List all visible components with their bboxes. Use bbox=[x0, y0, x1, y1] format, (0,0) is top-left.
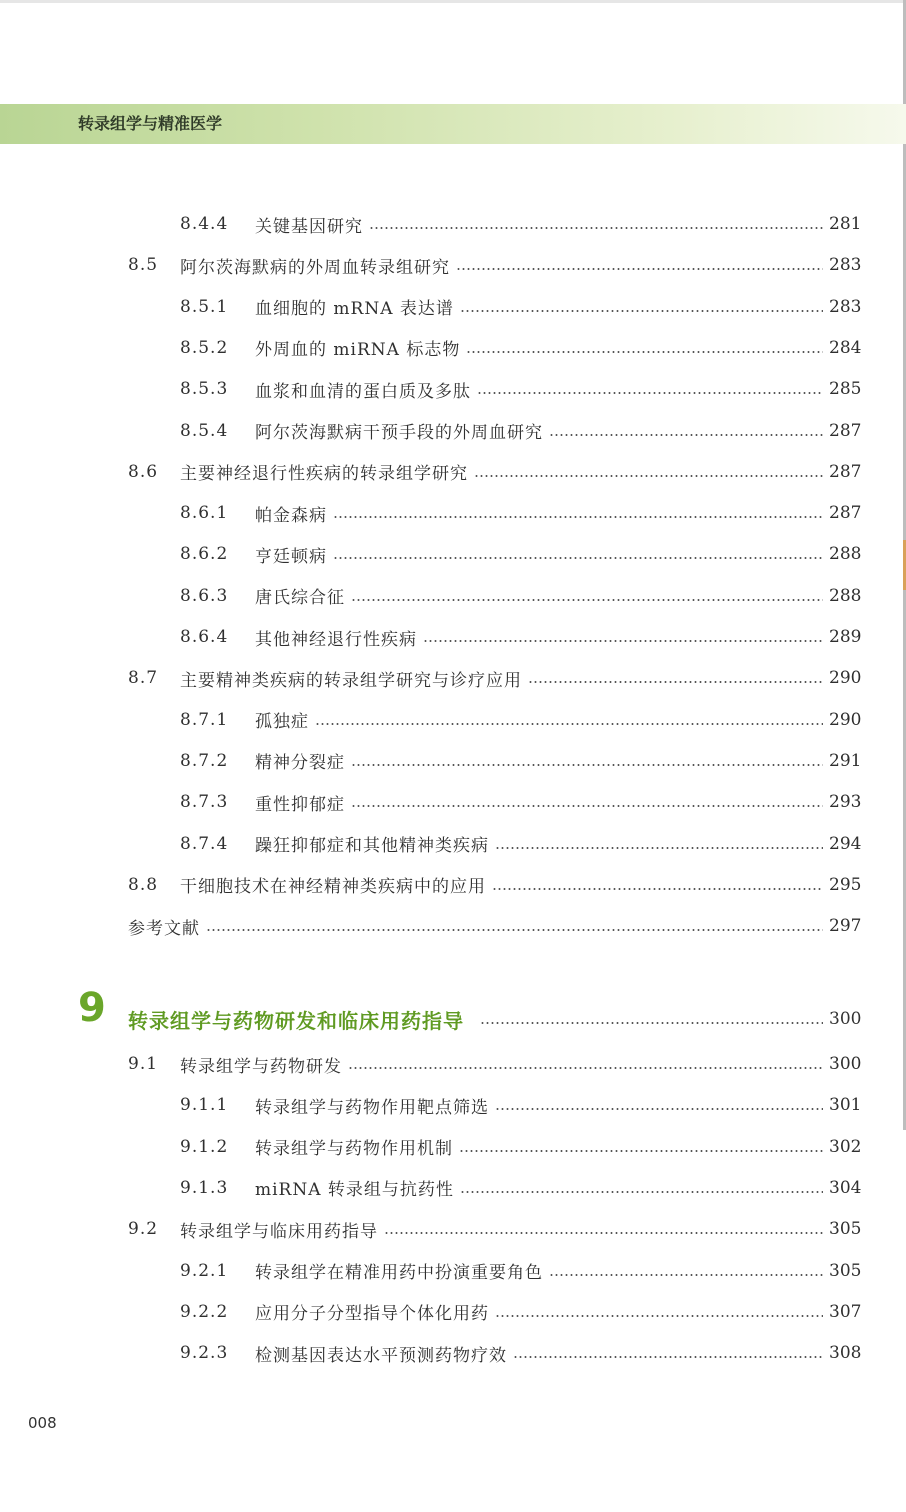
header-band bbox=[0, 104, 906, 144]
toc-entry-page: 307 bbox=[829, 1301, 862, 1322]
leader-dots bbox=[495, 1108, 823, 1110]
toc-entry-title: 转录组学与临床用药指导 bbox=[180, 1221, 378, 1242]
toc-entry[interactable] bbox=[128, 251, 861, 279]
toc-entry-number: 9.1.2 bbox=[180, 1136, 229, 1157]
toc-entry-title: 主要精神类疾病的转录组学研究与诊疗应用 bbox=[180, 670, 522, 691]
toc-entry-title: 血浆和血清的蛋白质及多肽 bbox=[255, 381, 471, 402]
toc-entry-number: 8.5.2 bbox=[180, 337, 229, 358]
toc-entry-page: 302 bbox=[829, 1136, 862, 1157]
toc-entry-number: 8.7.2 bbox=[180, 750, 229, 771]
toc-entry-number: 8.7.1 bbox=[180, 709, 229, 730]
leader-dots bbox=[460, 310, 823, 312]
toc-entry[interactable] bbox=[180, 1339, 861, 1367]
toc-entry[interactable] bbox=[180, 623, 861, 651]
toc-entry-title: 外周血的 miRNA 标志物 bbox=[255, 340, 461, 361]
toc-entry-title: 阿尔茨海默病干预手段的外周血研究 bbox=[255, 423, 543, 443]
leader-dots bbox=[466, 351, 823, 353]
toc-entry-page: 283 bbox=[829, 296, 862, 317]
toc-entry-title: 关键基因研究 bbox=[255, 216, 363, 237]
toc-entry-page: 283 bbox=[829, 255, 862, 276]
chapter-page: 300 bbox=[829, 1009, 862, 1029]
toc-entry[interactable] bbox=[128, 458, 861, 486]
toc-entry-page: 293 bbox=[829, 792, 862, 813]
leader-dots bbox=[384, 1232, 823, 1234]
toc-entry-number: 8.6.2 bbox=[180, 544, 229, 565]
toc-entry-number: 8.7 bbox=[128, 668, 159, 689]
toc-entry-title: 应用分子分型指导个体化用药 bbox=[255, 1304, 489, 1325]
leader-dots bbox=[513, 1356, 823, 1358]
toc-entry-title: 亨廷顿病 bbox=[255, 546, 327, 567]
leader-dots bbox=[348, 1067, 823, 1069]
leader-dots bbox=[495, 1315, 823, 1317]
toc-entry-title: 精神分裂症 bbox=[255, 753, 345, 774]
toc-entry-page: 281 bbox=[829, 214, 862, 234]
toc-entry-page: 288 bbox=[829, 585, 862, 606]
toc-entry-number: 8.7.4 bbox=[180, 833, 229, 854]
leader-dots bbox=[495, 847, 823, 849]
leader-dots bbox=[369, 227, 823, 229]
toc-entry-number: 9.1 bbox=[128, 1054, 159, 1074]
toc-entry-page: 290 bbox=[829, 709, 862, 730]
toc-entry[interactable] bbox=[180, 830, 861, 858]
toc-entry-number: 9.1.3 bbox=[180, 1177, 229, 1198]
toc-entry-page: 284 bbox=[829, 337, 862, 358]
toc-entry-page: 294 bbox=[829, 833, 862, 854]
toc-entry-page: 289 bbox=[829, 627, 862, 647]
toc-entry-number: 8.6.3 bbox=[180, 585, 229, 606]
toc-entry[interactable] bbox=[180, 293, 861, 321]
toc-entry-number: 8.5 bbox=[128, 255, 159, 276]
toc-entry-number: 8.6.1 bbox=[180, 503, 229, 524]
leader-dots bbox=[480, 1022, 823, 1024]
toc-entry-number: 8.5.1 bbox=[180, 296, 229, 317]
leader-dots bbox=[315, 723, 823, 725]
toc-entry-number: 8.6.4 bbox=[180, 627, 229, 647]
toc-entry-page: 290 bbox=[829, 668, 862, 689]
toc-entry[interactable] bbox=[128, 912, 861, 940]
leader-dots bbox=[460, 1191, 823, 1193]
leader-dots bbox=[423, 640, 823, 642]
top-rule bbox=[0, 0, 906, 3]
toc-entry-number: 8.8 bbox=[128, 874, 159, 895]
leader-dots bbox=[459, 1150, 823, 1152]
leader-dots bbox=[549, 434, 823, 436]
toc-entry-number: 9.1.1 bbox=[180, 1095, 229, 1116]
toc-entry-title: 主要神经退行性疾病的转录组学研究 bbox=[180, 464, 468, 485]
toc-entry[interactable] bbox=[180, 747, 861, 775]
toc-entry[interactable] bbox=[180, 375, 861, 403]
toc-entry-title: 其他神经退行性疾病 bbox=[255, 629, 417, 650]
toc-entry-number: 9.2 bbox=[128, 1219, 159, 1240]
toc-entry-page: 297 bbox=[829, 916, 862, 937]
toc-entry-page: 295 bbox=[829, 874, 862, 895]
toc-entry-number: 8.6 bbox=[128, 461, 159, 482]
toc-entry[interactable] bbox=[128, 1215, 861, 1243]
toc-entry[interactable] bbox=[128, 1050, 861, 1078]
leader-dots bbox=[456, 268, 823, 270]
toc-entry-page: 305 bbox=[829, 1260, 862, 1281]
leader-dots bbox=[492, 888, 823, 890]
toc-entry-page: 308 bbox=[829, 1343, 862, 1364]
toc-entry-number: 9.2.1 bbox=[180, 1260, 229, 1281]
toc-entry-page: 287 bbox=[829, 420, 862, 441]
toc-entry-title: 转录组学与药物作用机制 bbox=[255, 1139, 453, 1160]
toc-entry-number: 9.2.2 bbox=[180, 1301, 229, 1322]
toc-entry-title: 血细胞的 mRNA 表达谱 bbox=[255, 299, 454, 320]
toc-entry-title: 唐氏综合征 bbox=[255, 588, 345, 609]
toc-entry[interactable] bbox=[180, 210, 861, 238]
toc-entry-page: 285 bbox=[829, 379, 862, 400]
folio-page-number: 008 bbox=[28, 1414, 57, 1432]
toc-entry-title: 检测基因表达水平预测药物疗效 bbox=[255, 1345, 507, 1366]
toc-entry-title: 躁狂抑郁症和其他精神类疾病 bbox=[255, 836, 489, 856]
toc-entry-page: 300 bbox=[829, 1054, 862, 1074]
chapter-number: 9 bbox=[78, 985, 106, 1031]
toc-chapter-heading[interactable] bbox=[128, 1004, 861, 1034]
toc-entry[interactable] bbox=[180, 417, 861, 445]
toc-entry-title: 参考文献 bbox=[128, 918, 200, 939]
toc-entry-title: 转录组学与药物研发 bbox=[180, 1056, 342, 1077]
leader-dots bbox=[206, 929, 823, 931]
toc-entry[interactable] bbox=[180, 1133, 861, 1161]
toc-entry-page: 287 bbox=[829, 503, 862, 524]
toc-entry-title: 阿尔茨海默病的外周血转录组研究 bbox=[180, 257, 450, 278]
toc-entry-number: 8.4.4 bbox=[180, 214, 229, 234]
toc-entry-page: 287 bbox=[829, 461, 862, 482]
toc-entry-title: 重性抑郁症 bbox=[255, 794, 345, 815]
toc-entry-title: miRNA 转录组与抗药性 bbox=[255, 1180, 454, 1201]
toc-entry-number: 9.2.3 bbox=[180, 1343, 229, 1364]
leader-dots bbox=[351, 764, 823, 766]
leader-dots bbox=[474, 475, 823, 477]
chapter-title: 转录组学与药物研发和临床用药指导 bbox=[128, 1008, 464, 1033]
toc-entry-title: 干细胞技术在神经精神类疾病中的应用 bbox=[180, 877, 486, 898]
toc-entry-page: 304 bbox=[829, 1177, 862, 1198]
leader-dots bbox=[351, 805, 823, 807]
toc-entry[interactable] bbox=[180, 1257, 861, 1285]
toc-entry[interactable] bbox=[180, 540, 861, 568]
toc-entry[interactable] bbox=[180, 1174, 861, 1202]
toc-entry[interactable] bbox=[180, 582, 861, 610]
toc-entry[interactable] bbox=[180, 706, 861, 734]
leader-dots bbox=[333, 557, 823, 559]
toc-entry-page: 291 bbox=[829, 750, 862, 771]
toc-entry-title: 转录组学在精准用药中扮演重要角色 bbox=[255, 1263, 543, 1283]
leader-dots bbox=[333, 516, 823, 518]
toc-entry[interactable] bbox=[180, 334, 861, 362]
toc-entry[interactable] bbox=[180, 788, 861, 816]
toc-entry-title: 孤独症 bbox=[255, 712, 309, 733]
toc-entry-page: 288 bbox=[829, 544, 862, 565]
leader-dots bbox=[528, 681, 823, 683]
toc-entry[interactable] bbox=[180, 499, 861, 527]
toc-entry[interactable] bbox=[180, 1091, 861, 1119]
toc-entry-page: 305 bbox=[829, 1219, 862, 1240]
leader-dots bbox=[477, 392, 823, 394]
toc-entry-number: 8.5.3 bbox=[180, 379, 229, 400]
toc-entry-title: 转录组学与药物作用靶点筛选 bbox=[255, 1097, 489, 1118]
toc-entry-title: 帕金森病 bbox=[255, 505, 327, 526]
toc-entry[interactable] bbox=[180, 1298, 861, 1326]
running-header-title: 转录组学与精准医学 bbox=[78, 114, 223, 133]
toc-entry-number: 8.7.3 bbox=[180, 792, 229, 813]
toc-entry[interactable] bbox=[128, 871, 861, 899]
toc-entry-number: 8.5.4 bbox=[180, 420, 229, 441]
toc-entry[interactable] bbox=[128, 664, 861, 692]
leader-dots bbox=[549, 1274, 823, 1276]
toc-entry-page: 301 bbox=[829, 1095, 862, 1116]
leader-dots bbox=[351, 599, 823, 601]
